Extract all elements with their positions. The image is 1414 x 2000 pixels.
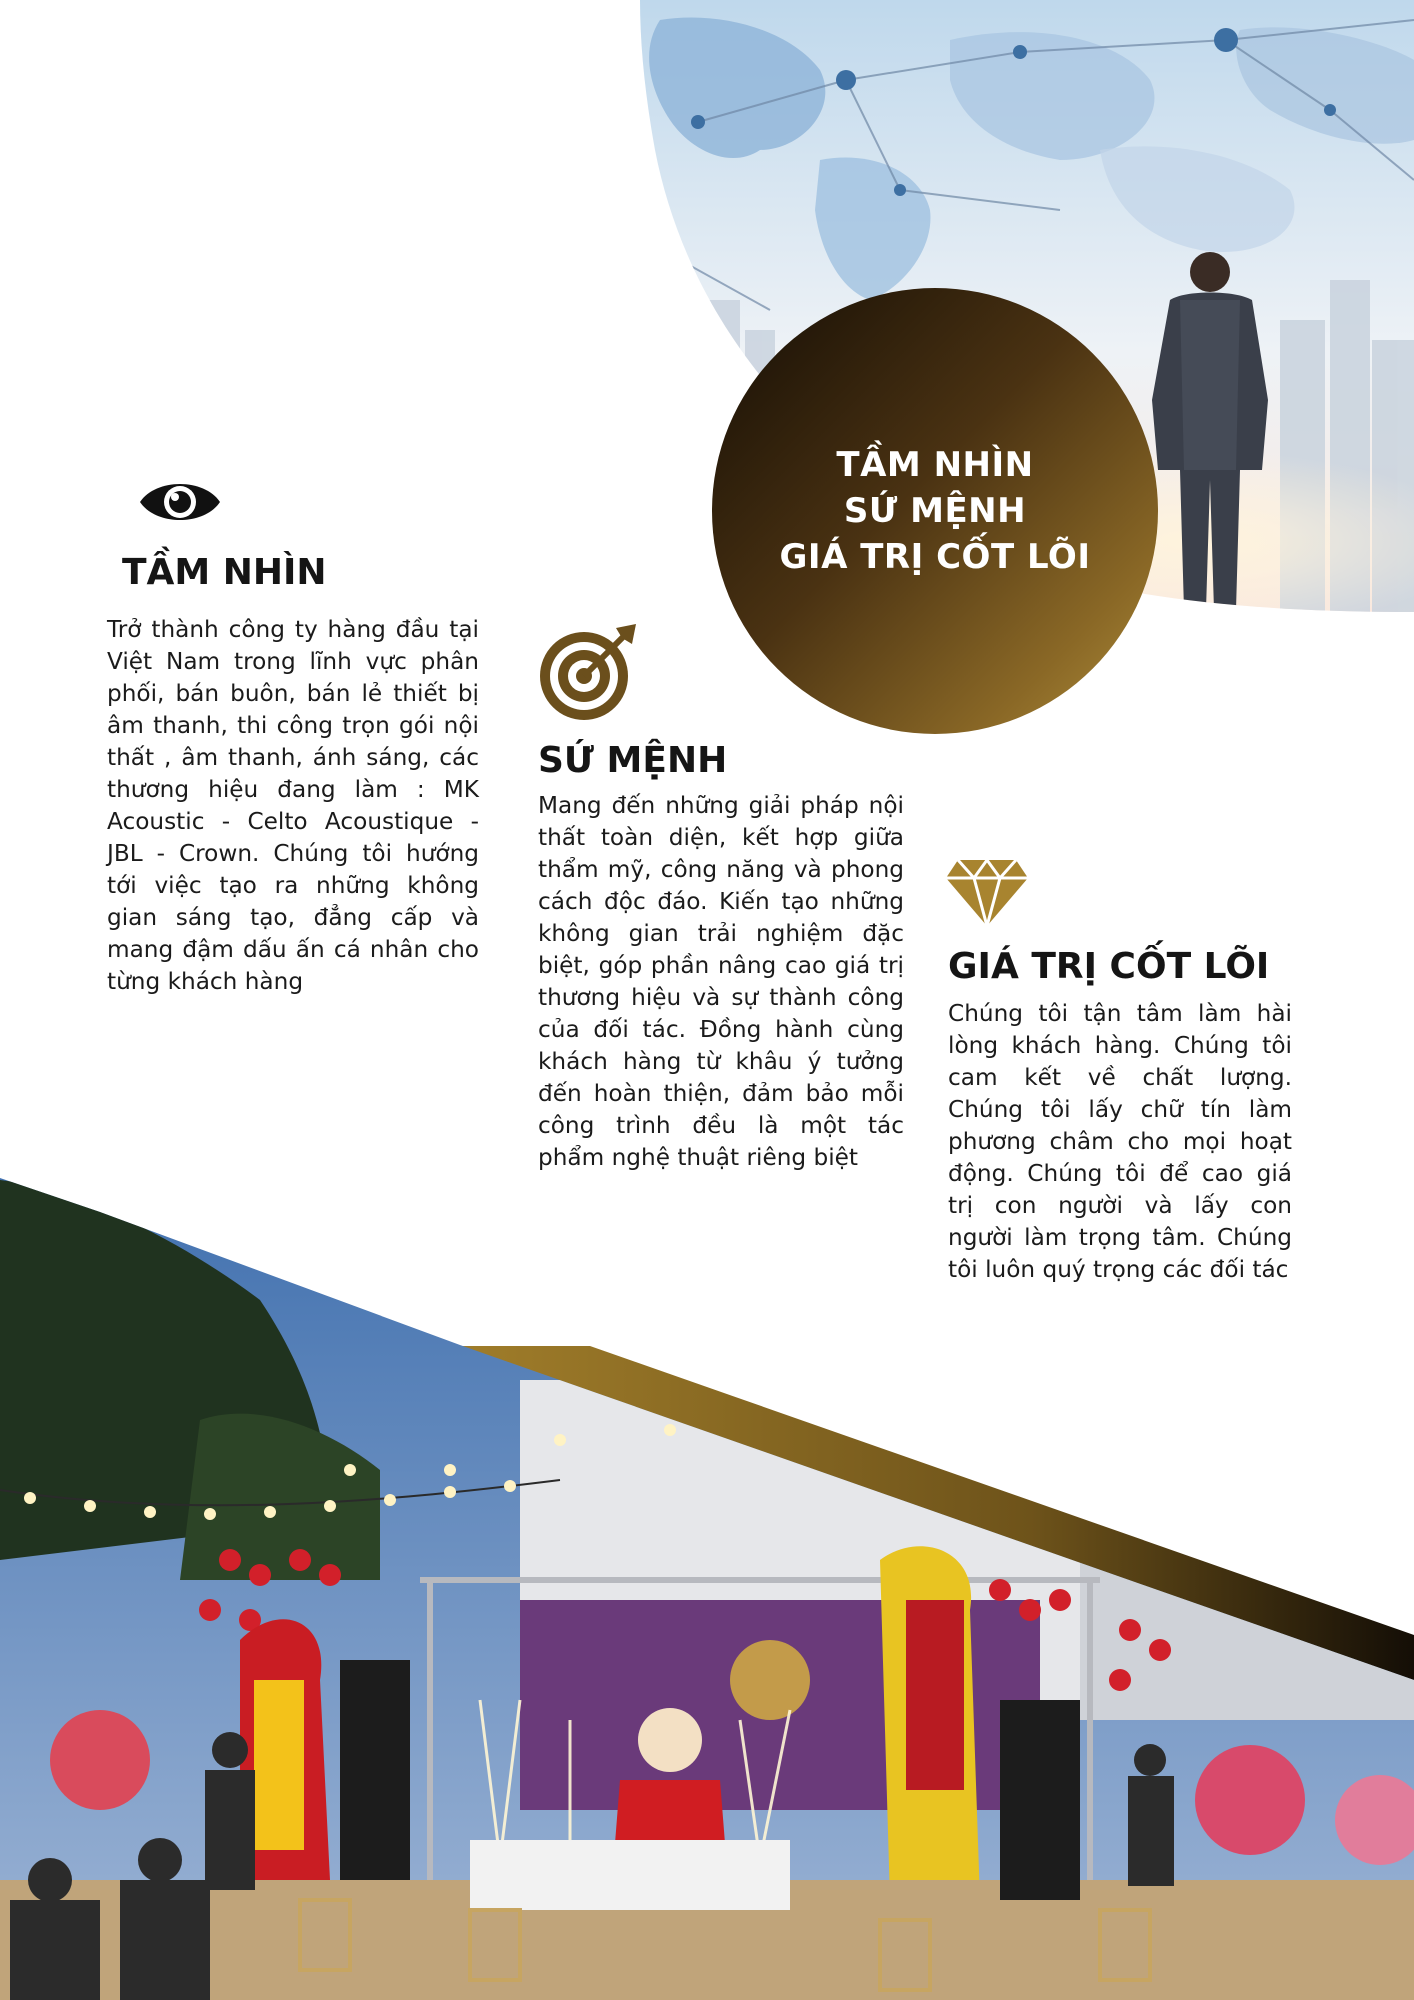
hero-world-map-image [0,0,1414,640]
circle-title-mission: SỨ MỆNH [843,491,1027,531]
vision-heading: TẦM NHÌN [122,552,327,593]
circle-title-vision: TẦM NHÌN [836,445,1034,485]
mission-heading: SỨ MỆNH [538,740,728,781]
right-banner [906,1600,964,1790]
core-values-heading: GIÁ TRỊ CỐT LÕI [948,946,1270,987]
left-banner [254,1680,304,1850]
eye-icon [138,474,222,530]
core-values-text: Chúng tôi tận tâm làm hài lòng khách hàng. Chúng tôi cam kết về chất lượng. Chúng tôi lấy chữ tín làm phương châm cho mọi hoạt động. Chúng tôi để cao giá trị con người và lấy con người làm trọng tâm. Chúng tôi luôn quý trọng các đối tác [948,1000,1292,1283]
event-photo [0,1160,1414,2000]
vision-text: Trở thành công ty hàng đầu tại Việt Nam trong lĩnh vực phân phối, bán buôn, bán lẻ thiết bị âm thanh, thi công trọn gói nội thất , âm thanh, ánh sáng, các thương hiệu đang làm : MK Acoustic - Celto Acoustique - JBL - Crown. Chúng tôi hướng tới việc tạo ra những không gian sáng tạo, đẳng cấp và mang đậm dấu ấn cá nhân cho từng khách hàng [107,616,479,995]
target-icon [536,620,640,724]
diamond-icon [944,856,1030,928]
circle-title-core-values: GIÁ TRỊ CỐT LÕI [779,537,1091,577]
mission-text: Mang đến những giải pháp nội thất toàn diện, kết hợp giữa thẩm mỹ, công năng và phong cách độc đáo. Kiến tạo những không gian trải nghiệm đặc biệt, góp phần nâng cao giá trị thương hiệu và sự thành công của đối tác. Đồng hành cùng khách hàng từ khâu ý tưởng đến hoàn thiện, đảm bảo mỗi công trình đều là một tác phẩm nghệ thuật riêng biệt [538,792,904,1171]
title-circle [712,288,1158,734]
